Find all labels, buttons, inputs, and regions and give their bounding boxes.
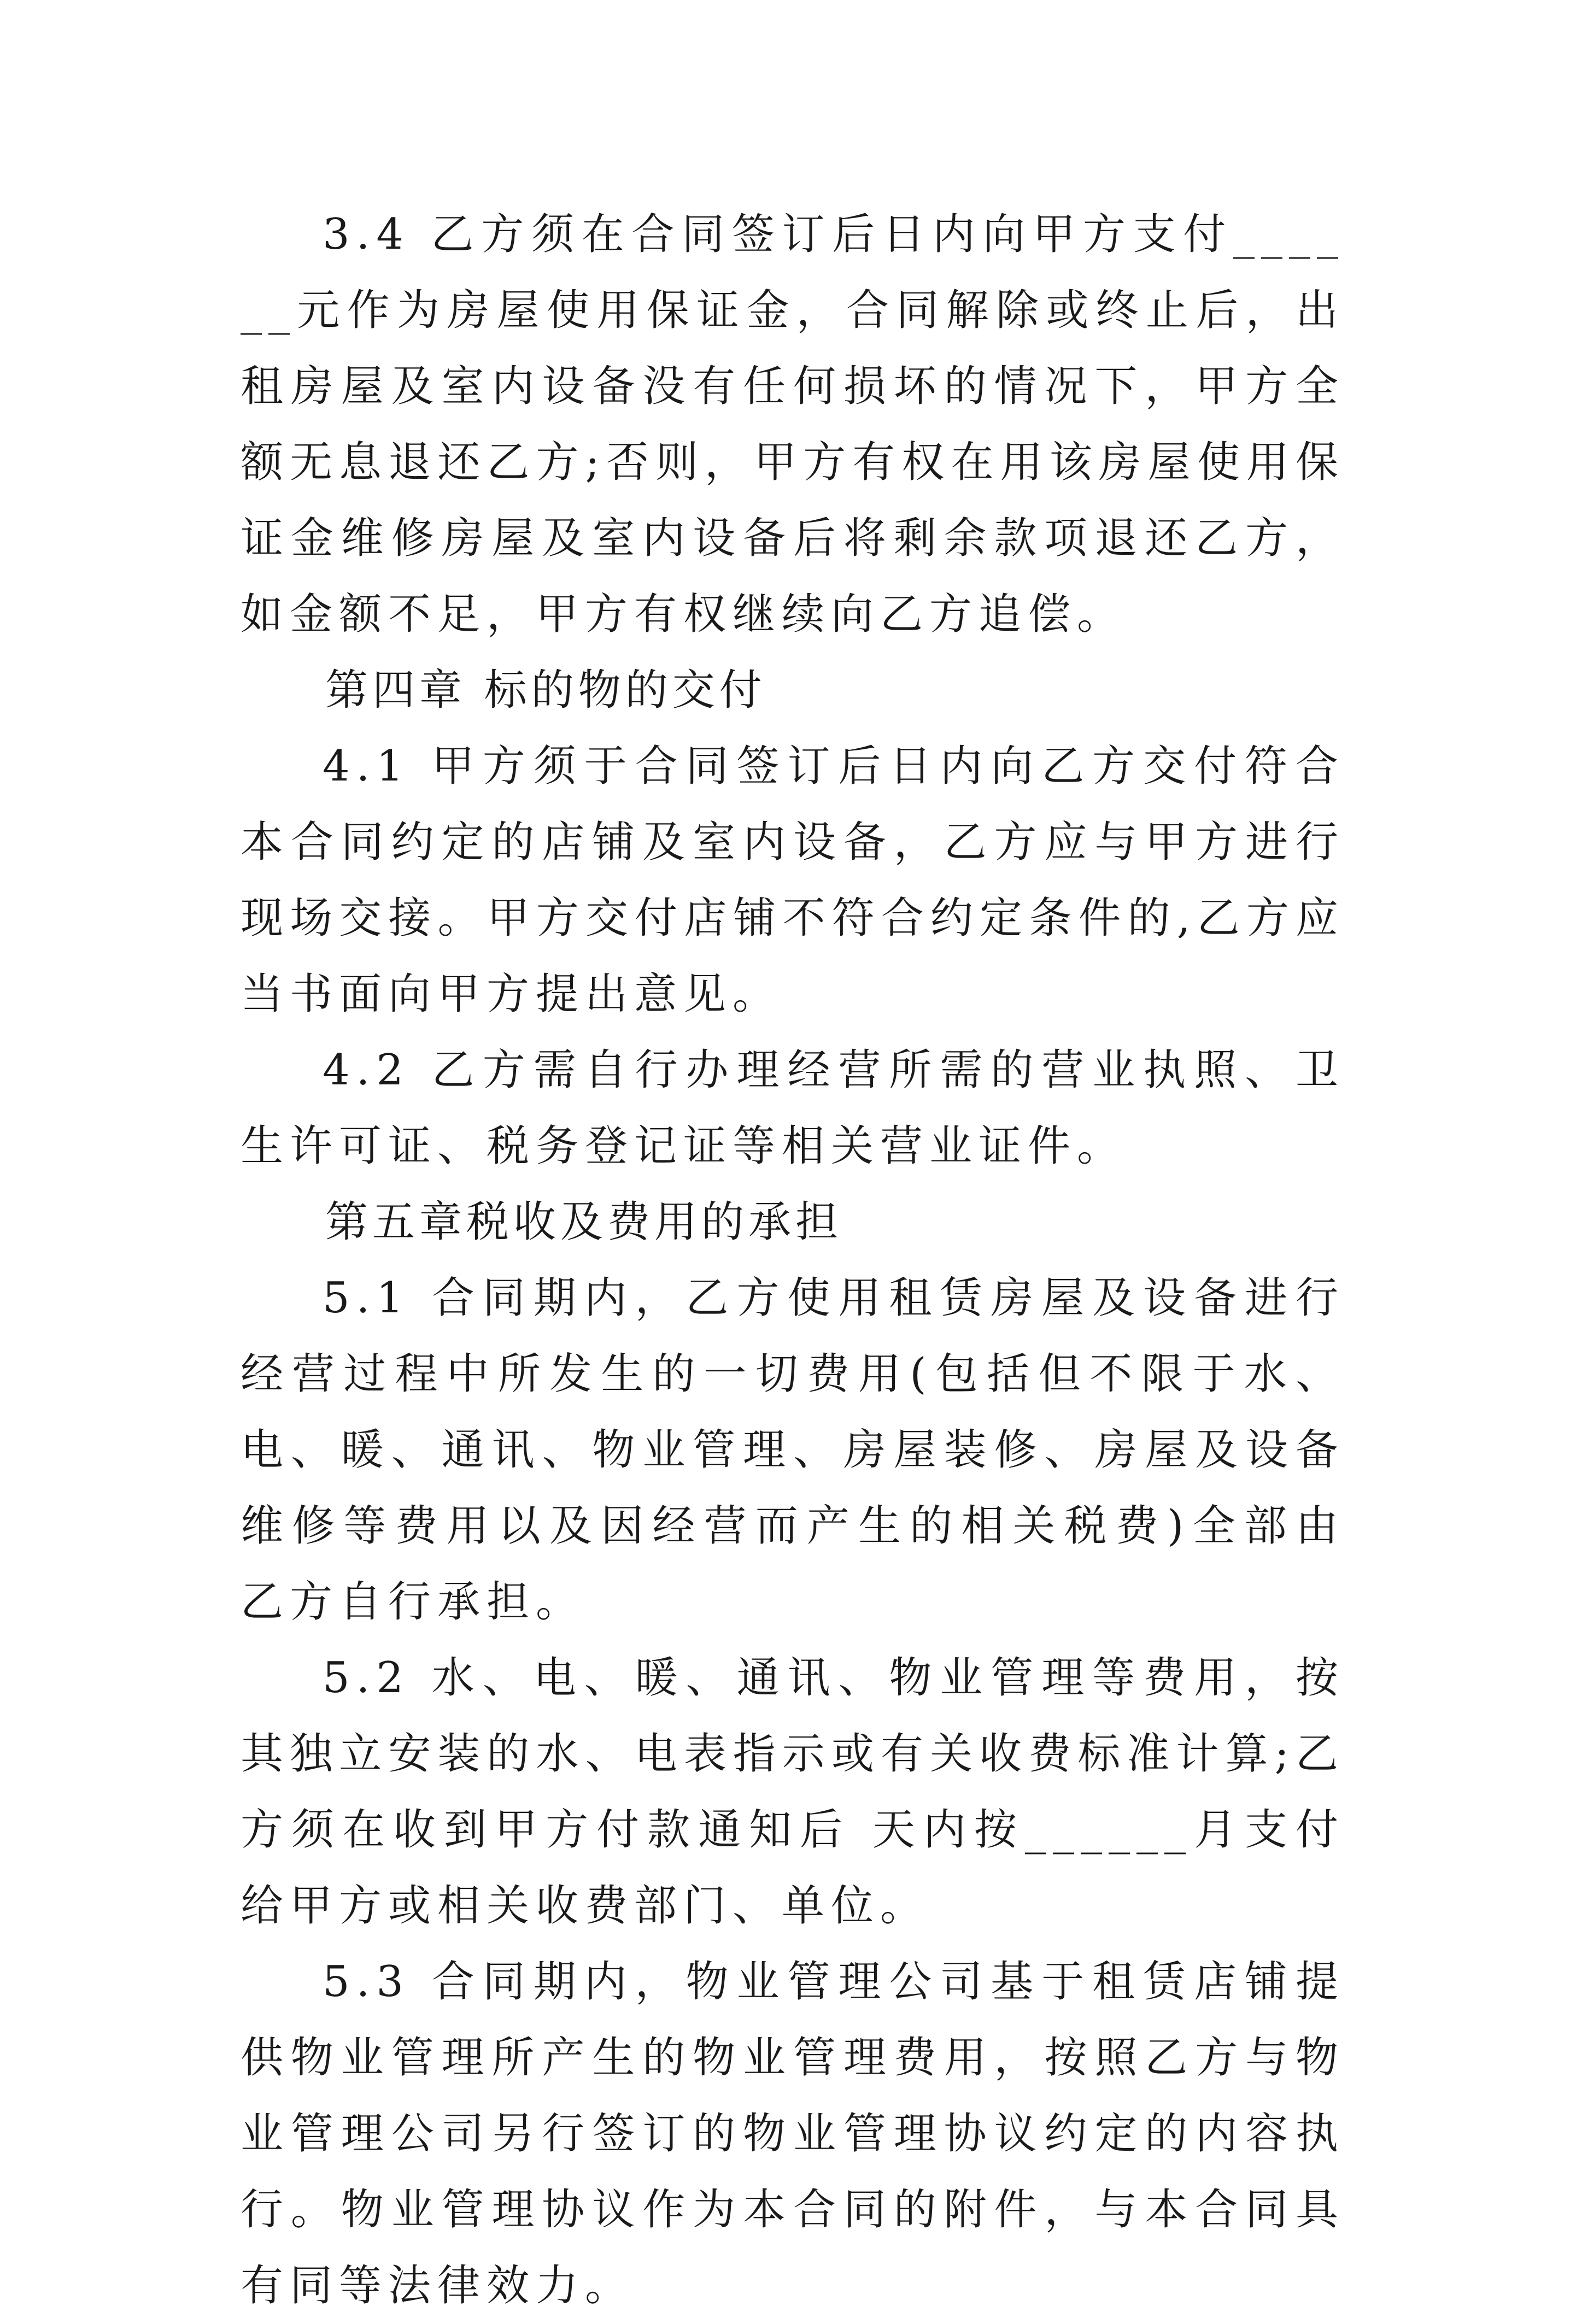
chapter-4-heading: 第四章 标的物的交付 xyxy=(325,666,766,715)
document-body xyxy=(241,197,1345,2324)
clause-5-2: 5.2 水、电、暖、通讯、物业管理等费用，按其独立安装的水、电表指示或有关收费标准计算;乙方须在收到甲方付款通知后 天内按______月支付给甲方或相关收费部门、单位。 xyxy=(241,1653,1345,1930)
clause-3-4: 3.4 乙方须在合同签订后日内向甲方支付______元作为房屋使用保证金，合同解除或终止后，出租房屋及室内设备没有任何损坏的情况下，甲方全额无息退还乙方;否则，甲方有权在用该房屋使用保证金维修房屋及室内设备后将剩余款项退还乙方，如金额不足，甲方有权继续向乙方追偿。 xyxy=(241,210,1345,639)
clause-5-1: 5.1 合同期内，乙方使用租赁房屋及设备进行经营过程中所发生的一切费用(包括但不限于水、电、暖、通讯、物业管理、房屋装修、房屋及设备维修等费用以及因经营而产生的相关税费)全部由乙方自行承担。 xyxy=(241,1273,1345,1627)
clause-4-2: 4.2 乙方需自行办理经营所需的营业执照、卫生许可证、税务登记证等相关营业证件。 xyxy=(241,1046,1345,1171)
clause-4-1: 4.1 甲方须于合同签订后日内向乙方交付符合本合同约定的店铺及室内设备，乙方应与甲方进行现场交接。甲方交付店铺不符合约定条件的,乙方应当书面向甲方提出意见。 xyxy=(241,742,1345,1019)
clause-5-3: 5.3 合同期内，物业管理公司基于租赁店铺提供物业管理所产生的物业管理费用，按照乙方与物业管理公司另行签订的物业管理协议约定的内容执行。物业管理协议作为本合同的附件，与本合同具有同等法律效力。 xyxy=(241,1957,1345,2310)
chapter-5-heading: 第五章税收及费用的承担 xyxy=(325,1198,843,1247)
